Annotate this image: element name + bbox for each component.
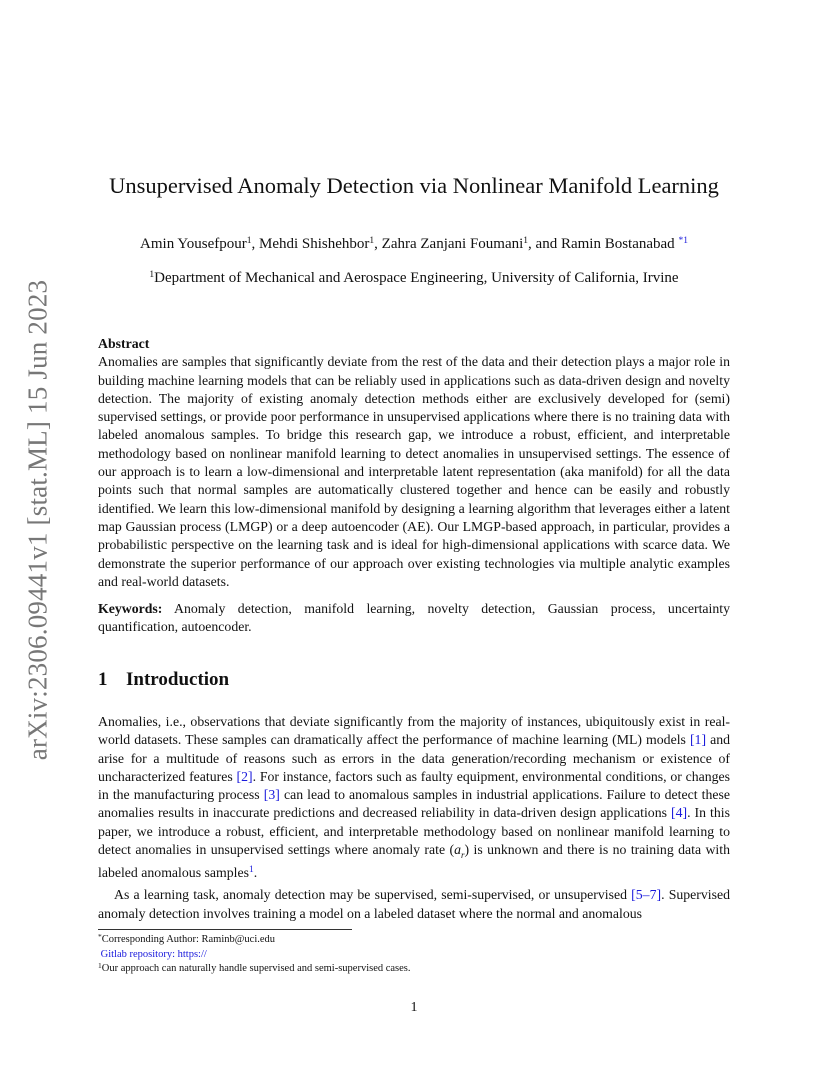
footnotes <box>98 933 730 977</box>
footnote-corresponding <box>98 933 730 948</box>
affiliation-mark: 1 <box>246 236 252 246</box>
text-run: can lead to anomalous samples in industrial applications. Failure to detect these anomalies results in inaccurate predictions and decreased reliability in data-driven design applications <box>98 787 731 821</box>
author-separator: , and <box>528 236 561 252</box>
affiliation-mark: 1 <box>369 236 375 246</box>
text-run: . <box>253 865 258 881</box>
text-run: and arise for a multitude of reasons such as errors in the data generation/recording mechanism or existence of uncharacterized features <box>98 732 731 784</box>
footnote-link[interactable]: 1 <box>248 865 254 876</box>
paper-title: Unsupervised Anomaly Detection via Nonlinear Manifold Learning <box>109 173 719 198</box>
author-separator: , <box>374 236 382 252</box>
abstract-block <box>98 335 730 591</box>
text-run: As a learning task, anomaly detection may be supervised, semi-supervised, or unsupervised <box>114 887 632 903</box>
abstract-heading: Abstract <box>98 336 150 351</box>
citation-link[interactable]: [3] <box>263 787 280 803</box>
footnote-gitlab <box>98 948 730 963</box>
author-name: Mehdi Shishehbor <box>258 236 370 252</box>
affiliation-text: Department of Mechanical and Aerospace Engineering, University of California, Irvine <box>154 270 679 286</box>
affiliation-mark: 1 <box>523 236 529 246</box>
author-name: Amin Yousefpour <box>140 236 247 252</box>
footnote-divider <box>98 929 352 930</box>
arxiv-sidebar-stamp <box>18 260 58 780</box>
keywords-label: Keywords: <box>98 601 163 616</box>
section-title: Introduction <box>126 669 230 690</box>
keywords-block <box>98 600 730 637</box>
paragraph <box>98 886 730 923</box>
abstract-text: Anomalies are samples that significantly deviate from the rest of the data and their detection plays a major role in building machine learning models that can be reliably used in applications such as data-driven design and novelty detection. The majority of existing anomaly detection methods either are exclusively developed for (semi) supervised settings, or provide poor performance in unsupervised applications where there is no training data with labeled anomalous samples. To bridge this research gap, we introduce a robust, efficient, and interpretable methodology based on nonlinear manifold learning to detect anomalies in unsupervised settings. The essence of our approach is to learn a low-dimensional and interpretable latent representation (aka manifold) for all the data points such that normal samples are automatically clustered together and hence can be easily and robustly identified. We learn this low-dimensional manifold by designing a learning algorithm that leverages either a latent map Gaussian process (LMGP) or a deep autoencoder (AE). Our LMGP-based approach, in particular, provides a probabilistic perspective on the learning task and is ideal for high-dimensional applications with scarce data. We demonstrate the superior performance of our approach over existing technologies via multiple analytic examples and real-world datasets. <box>98 354 730 589</box>
affiliation-mark: 1 <box>149 270 155 280</box>
author-separator: , <box>251 236 259 252</box>
affiliation <box>0 267 828 289</box>
footnote-text: Corresponding Author: Raminb@uci.edu <box>101 934 276 945</box>
section-heading <box>98 667 730 693</box>
citation-link[interactable]: [1] <box>689 732 707 748</box>
citation-link[interactable]: [5–7] <box>631 887 662 903</box>
citation-link[interactable]: [4] <box>671 805 688 821</box>
keywords-text: Anomaly detection, manifold learning, novelty detection, Gaussian process, uncertainty quantification, autoencoder. <box>98 601 730 635</box>
text-run: ) is unknown and there is no training data with labeled anomalous samples <box>98 842 730 881</box>
author-name: Zahra Zanjani Foumani <box>381 236 524 252</box>
footnote-mark: 1 <box>98 961 102 970</box>
paragraph <box>98 713 730 882</box>
text-run: . Supervised anomaly detection involves training a model on a labeled dataset where the normal and anomalous <box>98 887 730 921</box>
text-run: Anomalies, i.e., observations that deviate significantly from the majority of instances, ubiquitously exist in real-world datasets. These samples can dramatically affect the performance of machine learning (ML) models <box>98 714 730 748</box>
math-variable: a <box>454 842 461 858</box>
corresponding-star-link[interactable]: * <box>678 236 684 246</box>
corresponding-author-mark[interactable] <box>678 236 688 246</box>
arxiv-identifier: arXiv:2306.09441v1 [stat.ML] 15 Jun 2023 <box>22 279 53 761</box>
affiliation-mark: 1 <box>683 236 688 246</box>
footnote-mark: * <box>98 932 102 941</box>
introduction-body <box>98 713 730 923</box>
author-list <box>0 233 828 255</box>
text-run: . For instance, factors such as faulty equipment, environmental conditions, or changes in the manufacturing process <box>98 768 731 803</box>
footnote-1 <box>98 962 730 977</box>
gitlab-repository-link[interactable]: Gitlab repository: https:// <box>100 948 207 960</box>
section-number: 1 <box>98 669 108 690</box>
text-run: . In this paper, we introduce a robust, efficient, and interpretable methodology based on nonlinear manifold learning to detect anomalies in unsupervised settings where anomaly rate ( <box>98 805 730 858</box>
footnote-text: Our approach can naturally handle supervised and semi-supervised cases. <box>101 963 411 974</box>
math-subscript-var: r <box>461 849 465 860</box>
citation-link[interactable]: [2] <box>236 768 253 784</box>
page-number: 1 <box>410 1000 418 1015</box>
author-name: Ramin Bostanabad <box>560 236 675 252</box>
